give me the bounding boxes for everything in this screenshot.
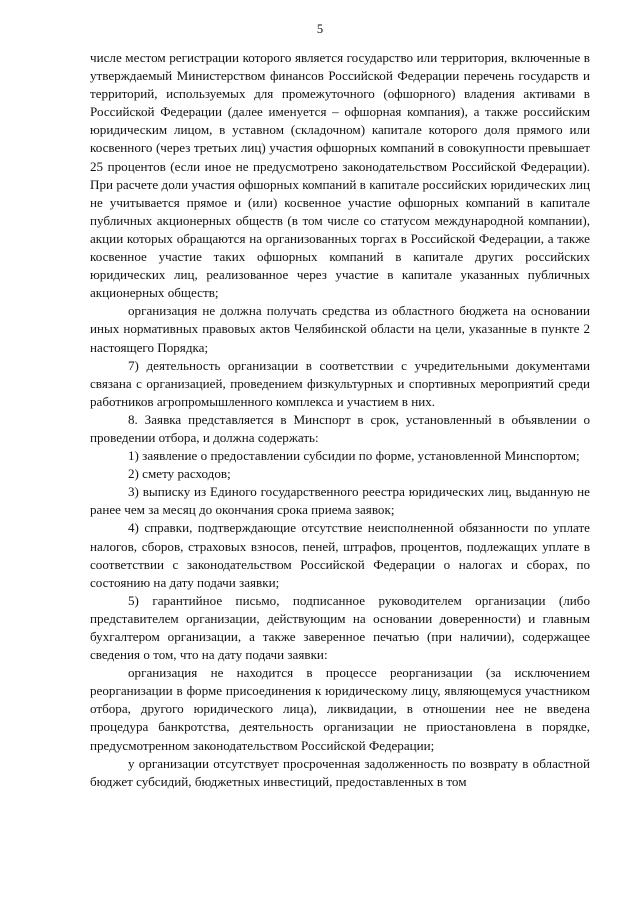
document-body: [90, 49, 590, 791]
paragraph-offshore-continuation: числе местом регистрации которого является государство или территория, включенные в утверждаемый Министерством финансов Российской Федерации перечень государств и территорий, используемых для промежуточного (офшорного) владения активами в Российской Федерации (далее именуется – офшорная компания), а также российским юридическим лицом, в уставном (складочном) капитале которого доля прямого или косвенного (через третьих лиц) участия офшорных компаний в совокупности превышает 25 процентов (если иное не предусмотрено законодательством Российской Федерации). При расчете доли участия офшорных компаний в капитале российских юридических лиц не учитывается прямое и (или) косвенное участие офшорных компаний в капитале публичных акционерных обществ (в том числе со статусом международной компании), акции которых обращаются на организованных торгах в Российской Федерации, а также косвенное участие таких офшорных компаний в капитале других российских юридических лиц, реализованное через участие в капитале указанных публичных акционерных обществ;: [90, 50, 590, 301]
paragraph-subitem-1: 1) заявление о предоставлении субсидии по форме, установленной Минспортом;: [128, 448, 580, 464]
paragraph-no-reorganization: организация не находится в процессе реорганизации (за исключением реорганизации в форме присоединения к юридическому лицу, являющемуся участником отбора, другого юридического лица), ликвидации, в отношении нее не введена процедура банкротства, деятельность организации не приостановлена в порядке, предусмотренном законодательством Российской Федерации;: [90, 665, 590, 753]
paragraph-subitem-2: 2) смету расходов;: [128, 466, 231, 482]
paragraph-item-7: 7) деятельность организации в соответствии с учредительными документами связана с организацией, проведением физкультурных и спортивных мероприятий среди работников агропромышленного комплекса и участием в них.: [90, 357, 590, 409]
page-number: 5: [316, 22, 324, 36]
paragraph-no-overdue-debt: у организации отсутствует просроченная задолженность по возврату в областной бюджет субсидий, бюджетных инвестиций, предоставленных в том: [90, 755, 590, 789]
paragraph-subitem-5: 5) гарантийное письмо, подписанное руководителем организации (либо представителем организации, действующим на основании доверенности) и главным бухгалтером организации, а также заверенное печатью (при наличии), содержащее сведения о том, что на дату подачи заявки:: [90, 592, 590, 663]
paragraph-no-regional-funds: организация не должна получать средства из областного бюджета на основании иных нормативных правовых актов Челябинской области на цели, указанные в пункте 2 настоящего Порядка;: [90, 303, 590, 355]
paragraph-subitem-3: 3) выписку из Единого государственного реестра юридических лиц, выданную не ранее чем за месяц до окончания срока приема заявок;: [90, 484, 590, 518]
paragraph-item-8: 8. Заявка представляется в Минспорт в срок, установленный в объявлении о проведении отбора, и должна содержать:: [90, 411, 590, 445]
paragraph-subitem-4: 4) справки, подтверждающие отсутствие неисполненной обязанности по уплате налогов, сборов, страховых взносов, пеней, штрафов, процентов, подлежащих уплате в соответствии с законодательством Российской Федерации о налогах и сборах, по состоянию на дату подачи заявки;: [90, 520, 590, 590]
